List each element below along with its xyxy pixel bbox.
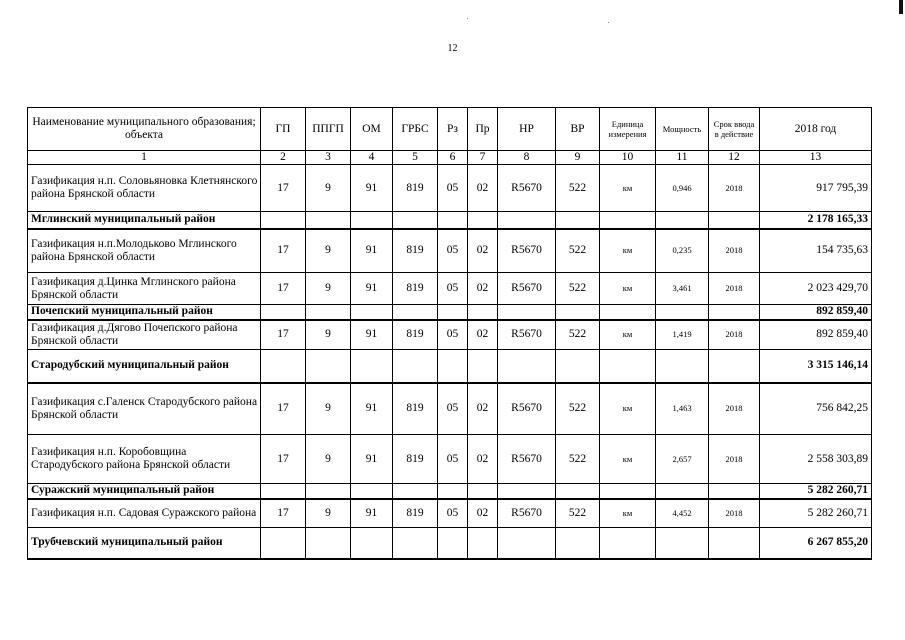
amount-cell: 892 859,40: [760, 320, 872, 350]
gp-cell: 17: [261, 320, 306, 350]
amount-cell: 917 795,39: [760, 165, 872, 212]
table-row: [28, 435, 872, 484]
col-number: 9: [556, 151, 600, 165]
object-name: Газификация д.Цинка Мглинского района Брянской области: [28, 273, 261, 305]
vr-cell: 522: [556, 229, 600, 273]
unit-cell: км: [600, 273, 656, 305]
col-number: 7: [468, 151, 498, 165]
gp-cell: 17: [261, 383, 306, 435]
power-cell: 0,235: [656, 229, 709, 273]
grbs-cell: 819: [393, 229, 438, 273]
district-name: Стародубский муниципальный район: [28, 350, 261, 383]
pr-cell: 02: [468, 499, 498, 528]
grbs-cell: 819: [393, 273, 438, 305]
col-name-header: Наименование муниципального образования; объекта: [28, 108, 261, 151]
ppgp-cell: 9: [306, 320, 351, 350]
pr-cell: 02: [468, 435, 498, 484]
district-amount: 3 315 146,14: [760, 350, 872, 383]
col-year-header: Срок ввода в действие: [709, 108, 760, 151]
gp-cell: 17: [261, 273, 306, 305]
object-name: Газификация д.Дягово Почепского района Брянской области: [28, 320, 261, 350]
page-number: 12: [447, 43, 458, 54]
col-number: 2: [261, 151, 306, 165]
district-name: Мглинский муниципальный район: [28, 212, 261, 229]
table-row: [28, 165, 872, 212]
power-cell: 3,461: [656, 273, 709, 305]
nr-cell: R5670: [498, 273, 556, 305]
col-rz-header: Рз: [438, 108, 468, 151]
district-row: [28, 212, 872, 229]
scan-speck: [608, 22, 609, 23]
year-cell: 2018: [709, 229, 760, 273]
nr-cell: R5670: [498, 165, 556, 212]
district-amount: 5 282 260,71: [760, 484, 872, 499]
nr-cell: R5670: [498, 383, 556, 435]
year-cell: 2018: [709, 165, 760, 212]
amount-cell: 154 735,63: [760, 229, 872, 273]
pr-cell: 02: [468, 320, 498, 350]
amount-cell: 756 842,25: [760, 383, 872, 435]
ppgp-cell: 9: [306, 499, 351, 528]
col-pr-header: Пр: [468, 108, 498, 151]
gp-cell: 17: [261, 165, 306, 212]
grbs-cell: 819: [393, 165, 438, 212]
nr-cell: R5670: [498, 499, 556, 528]
gp-cell: 17: [261, 435, 306, 484]
table-row: [28, 383, 872, 435]
grbs-cell: 819: [393, 499, 438, 528]
unit-cell: км: [600, 320, 656, 350]
district-row: [28, 484, 872, 499]
year-cell: 2018: [709, 499, 760, 528]
power-cell: 1,463: [656, 383, 709, 435]
district-amount: 892 859,40: [760, 305, 872, 320]
ppgp-cell: 9: [306, 229, 351, 273]
power-cell: 0,946: [656, 165, 709, 212]
unit-cell: км: [600, 229, 656, 273]
col-nr-header: НР: [498, 108, 556, 151]
district-name: Почепский муниципальный район: [28, 305, 261, 320]
scan-speck: [467, 18, 468, 19]
district-row: [28, 528, 872, 559]
col-number: 4: [351, 151, 393, 165]
om-cell: 91: [351, 435, 393, 484]
col-number: 12: [709, 151, 760, 165]
district-name: Трубчевский муниципальный район: [28, 528, 261, 559]
ppgp-cell: 9: [306, 383, 351, 435]
amount-cell: 2 558 303,89: [760, 435, 872, 484]
unit-cell: км: [600, 435, 656, 484]
year-cell: 2018: [709, 320, 760, 350]
amount-cell: 5 282 260,71: [760, 499, 872, 528]
column-number-row: [28, 151, 872, 165]
col-gp-header: ГП: [261, 108, 306, 151]
district-name: Суражский муниципальный район: [28, 484, 261, 499]
grbs-cell: 819: [393, 320, 438, 350]
om-cell: 91: [351, 273, 393, 305]
rz-cell: 05: [438, 273, 468, 305]
rz-cell: 05: [438, 165, 468, 212]
col-number: 11: [656, 151, 709, 165]
col-power-header: Мощность: [656, 108, 709, 151]
pr-cell: 02: [468, 229, 498, 273]
object-name: Газификация н.п. Садовая Суражского района: [28, 499, 261, 528]
district-row: [28, 305, 872, 320]
vr-cell: 522: [556, 383, 600, 435]
year-cell: 2018: [709, 273, 760, 305]
pr-cell: 02: [468, 273, 498, 305]
table-row: [28, 229, 872, 273]
col-number: 8: [498, 151, 556, 165]
amount-cell: 2 023 429,70: [760, 273, 872, 305]
col-number: 1: [28, 151, 261, 165]
unit-cell: км: [600, 383, 656, 435]
pr-cell: 02: [468, 383, 498, 435]
vr-cell: 522: [556, 499, 600, 528]
col-vr-header: ВР: [556, 108, 600, 151]
scan-edge-mark: [899, 0, 903, 14]
col-unit-header: Единица измерения: [600, 108, 656, 151]
power-cell: 2,657: [656, 435, 709, 484]
unit-cell: км: [600, 499, 656, 528]
gp-cell: 17: [261, 499, 306, 528]
table-row: [28, 320, 872, 350]
col-number: 5: [393, 151, 438, 165]
col-number: 3: [306, 151, 351, 165]
om-cell: 91: [351, 320, 393, 350]
power-cell: 1,419: [656, 320, 709, 350]
table-row: [28, 273, 872, 305]
district-amount: 6 267 855,20: [760, 528, 872, 559]
year-cell: 2018: [709, 383, 760, 435]
rz-cell: 05: [438, 499, 468, 528]
rz-cell: 05: [438, 320, 468, 350]
district-amount: 2 178 165,33: [760, 212, 872, 229]
nr-cell: R5670: [498, 435, 556, 484]
col-grbs-header: ГРБС: [393, 108, 438, 151]
object-name: Газификация н.п. Соловьяновка Клетнянского района Брянской области: [28, 165, 261, 212]
object-name: Газификация с.Галенск Стародубского района Брянской области: [28, 383, 261, 435]
om-cell: 91: [351, 165, 393, 212]
vr-cell: 522: [556, 435, 600, 484]
col-amount-header: 2018 год: [760, 108, 872, 151]
col-number: 6: [438, 151, 468, 165]
grbs-cell: 819: [393, 435, 438, 484]
object-name: Газификация н.п.Молодьково Мглинского района Брянской области: [28, 229, 261, 273]
vr-cell: 522: [556, 320, 600, 350]
table-row: [28, 499, 872, 528]
ppgp-cell: 9: [306, 165, 351, 212]
gp-cell: 17: [261, 229, 306, 273]
grbs-cell: 819: [393, 383, 438, 435]
nr-cell: R5670: [498, 320, 556, 350]
unit-cell: км: [600, 165, 656, 212]
col-om-header: ОМ: [351, 108, 393, 151]
col-number: 10: [600, 151, 656, 165]
header-row: [28, 108, 872, 151]
rz-cell: 05: [438, 229, 468, 273]
om-cell: 91: [351, 383, 393, 435]
rz-cell: 05: [438, 383, 468, 435]
year-cell: 2018: [709, 435, 760, 484]
ppgp-cell: 9: [306, 273, 351, 305]
om-cell: 91: [351, 499, 393, 528]
col-number: 13: [760, 151, 872, 165]
col-ppgp-header: ППГП: [306, 108, 351, 151]
nr-cell: R5670: [498, 229, 556, 273]
object-name: Газификация н.п. Коробовщина Стародубского района Брянской области: [28, 435, 261, 484]
pr-cell: 02: [468, 165, 498, 212]
budget-table: [27, 107, 872, 560]
vr-cell: 522: [556, 165, 600, 212]
rz-cell: 05: [438, 435, 468, 484]
power-cell: 4,452: [656, 499, 709, 528]
ppgp-cell: 9: [306, 435, 351, 484]
vr-cell: 522: [556, 273, 600, 305]
district-row: [28, 350, 872, 383]
om-cell: 91: [351, 229, 393, 273]
